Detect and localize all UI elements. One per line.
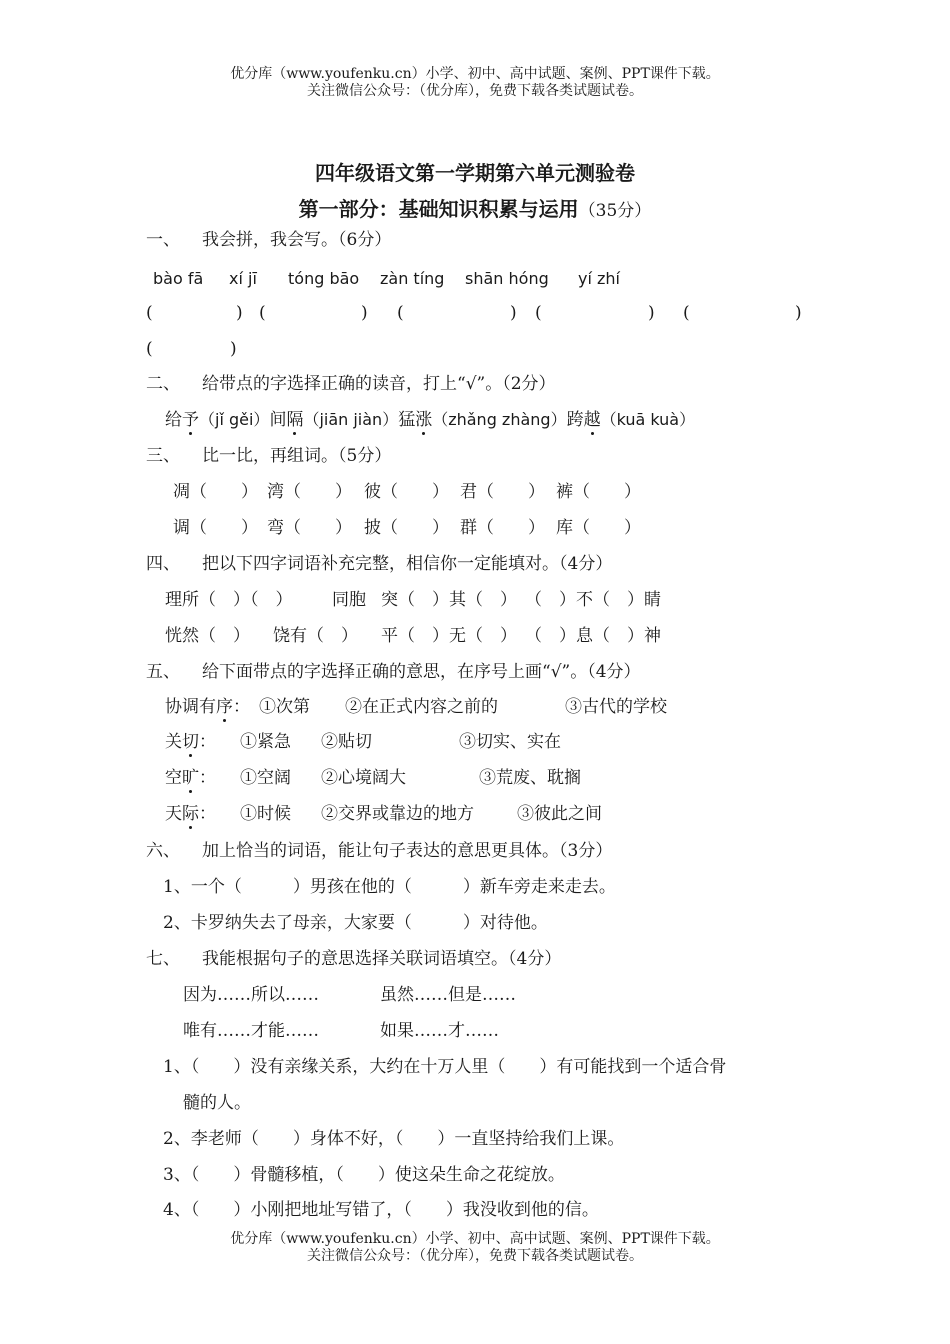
meaning-1-opt-3[interactable]: ③古代的学校 (565, 697, 667, 717)
char-row1-3: 彼（ ） (364, 482, 449, 502)
pronunciation-row (165, 409, 695, 431)
word-3-pinyin: （zhǎng zhàng） (432, 410, 567, 429)
blank-1-close: ) (236, 303, 243, 323)
question-3-heading (146, 445, 391, 467)
meaning-1-opt-1[interactable]: ①次第 (259, 697, 310, 717)
meaning-1-opt-2[interactable]: ②在正式内容之前的 (345, 697, 498, 717)
subtitle-main: 第一部分：基础知识积累与运用 (298, 197, 579, 221)
meaning-word-3: 空旷： (165, 768, 216, 788)
question-7-text: 我能根据句子的意思选择关联词语填空。（4分） (202, 949, 562, 969)
question-7-item-1: 1、（ ）没有亲缘关系，大约在十万人里（ ）有可能找到一个适合骨 (163, 1057, 727, 1077)
meaning-word-2: 关切： (165, 732, 216, 752)
word-1-dotted: 予 (182, 410, 199, 430)
question-7-heading (146, 948, 561, 970)
meaning-2-opt-2[interactable]: ②贴切 (321, 732, 372, 752)
blank-4-open: ( (535, 303, 542, 323)
blank-5-open: ( (683, 303, 690, 323)
question-6-item-2: 2、卡罗纳失去了母亲，大家要（ ）对待他。 (163, 913, 548, 933)
question-5-heading (146, 661, 641, 683)
blank-3-open: ( (397, 303, 404, 323)
pinyin-3: tóng bāo (288, 269, 360, 288)
word-2-pinyin: （jiān jiàn） (303, 410, 399, 429)
word-4-pinyin: （kuā kuà） (600, 410, 696, 429)
word-4-dotted: 越 (583, 410, 601, 430)
blank-6-open: ( (146, 339, 153, 359)
word-1-pre: 给 (165, 410, 182, 430)
page-title: 四年级语文第一学期第六单元测验卷 (315, 161, 635, 185)
connector-pair-3: 唯有……才能…… (183, 1021, 319, 1041)
question-2-number: 二、 (146, 374, 180, 394)
question-3-text: 比一比，再组词。（5分） (202, 446, 392, 466)
idiom-5: 恍然（ ） (165, 626, 250, 646)
question-1-text: 我会拼，我会写。（6分） (202, 230, 392, 250)
char-row2-2: 弯（ ） (267, 518, 352, 538)
question-1-number: 一、 (146, 230, 180, 250)
blank-2-open: ( (259, 303, 266, 323)
pinyin-6: yí zhí (578, 269, 620, 288)
meaning-3-opt-2[interactable]: ②心境阔大 (321, 768, 406, 788)
word-3-dotted: 涨 (415, 410, 433, 430)
char-row1-1: 凋（ ） (173, 482, 258, 502)
word-4-pre: 跨 (566, 410, 584, 430)
word-2-dotted: 隔 (286, 410, 304, 430)
meaning-4-opt-3[interactable]: ③彼此之间 (517, 804, 602, 824)
pinyin-4: zàn tíng (380, 269, 445, 288)
blank-4-close: ) (648, 303, 655, 323)
pinyin-2: xí jī (229, 269, 257, 288)
idiom-4: （ ）不（ ）睛 (525, 590, 661, 610)
section-subtitle (0, 193, 950, 222)
char-row1-2: 湾（ ） (267, 482, 352, 502)
word-3-pre: 猛 (398, 410, 416, 430)
char-row2-4: 群（ ） (460, 518, 545, 538)
char-row2-5: 库（ ） (556, 518, 641, 538)
meaning-4-opt-1[interactable]: ①时候 (240, 804, 291, 824)
char-row1-4: 君（ ） (460, 482, 545, 502)
blank-2-close: ) (361, 303, 368, 323)
subtitle-points: （35分） (578, 201, 652, 221)
footer-line-2: 关注微信公众号：（优分库），免费下载各类试题试卷。 (307, 1248, 643, 1264)
question-7-item-2: 2、李老师（ ）身体不好，（ ）一直坚持给我们上课。 (163, 1129, 625, 1149)
idiom-8: （ ）息（ ）神 (525, 626, 661, 646)
question-5-number: 五、 (146, 662, 180, 682)
question-2-heading (146, 373, 556, 395)
question-6-heading (146, 840, 612, 862)
meaning-3-opt-1[interactable]: ①空阔 (240, 768, 291, 788)
idiom-3: 突（ ）其（ ） (381, 590, 517, 610)
meaning-word-4: 天际： (165, 804, 216, 824)
blank-5-close: ) (795, 303, 802, 323)
page-header (0, 66, 950, 100)
question-6-item-1: 1、一个（ ）男孩在他的（ ）新车旁走来走去。 (163, 877, 616, 897)
blank-6-close: ) (230, 339, 237, 359)
question-7-item-1-cont: 髓的人。 (183, 1093, 251, 1113)
question-4-heading (146, 553, 612, 575)
pinyin-5: shān hóng (465, 269, 549, 288)
page-footer (0, 1231, 950, 1265)
idiom-1: 理所（ ）（ ） (165, 590, 293, 610)
idiom-2: 同胞 (332, 590, 366, 610)
idiom-6: 饶有（ ） (273, 626, 358, 646)
header-line-1: 优分库（www.youfenku.cn）小学、初中、高中试题、案例、PPT课件下载。 (230, 66, 720, 82)
blank-3-close: ) (510, 303, 517, 323)
pinyin-1: bào fā (153, 269, 204, 288)
question-3-number: 三、 (146, 446, 180, 466)
meaning-3-opt-3[interactable]: ③荒废、耽搁 (479, 768, 581, 788)
meaning-4-opt-2[interactable]: ②交界或靠边的地方 (321, 804, 474, 824)
char-row2-1: 调（ ） (173, 518, 258, 538)
question-6-number: 六、 (146, 841, 180, 861)
connector-pair-4: 如果……才…… (380, 1021, 499, 1041)
question-4-number: 四、 (146, 554, 180, 574)
question-2-text: 给带点的字选择正确的读音，打上“√”。（2分） (202, 374, 556, 394)
word-1-pinyin: （jǐ gěi） (199, 410, 270, 429)
connector-pair-2: 虽然……但是…… (380, 985, 516, 1005)
idiom-7: 平（ ）无（ ） (381, 626, 517, 646)
meaning-2-opt-1[interactable]: ①紧急 (240, 732, 291, 752)
question-7-item-3: 3、（ ）骨髓移植，（ ）使这朵生命之花绽放。 (163, 1165, 565, 1185)
header-line-2: 关注微信公众号：（优分库），免费下载各类试题试卷。 (307, 83, 643, 99)
question-7-item-4: 4、（ ）小刚把地址写错了，（ ）我没收到他的信。 (163, 1200, 599, 1220)
question-1-heading (146, 229, 391, 251)
question-7-number: 七、 (146, 949, 180, 969)
meaning-word-1: 协调有序： (165, 697, 250, 717)
blank-1-open: ( (146, 303, 153, 323)
char-row2-3: 披（ ） (364, 518, 449, 538)
question-6-text: 加上恰当的词语，能让句子表达的意思更具体。（3分） (202, 841, 613, 861)
char-row1-5: 裤（ ） (556, 482, 641, 502)
question-4-text: 把以下四字词语补充完整，相信你一定能填对。（4分） (202, 554, 613, 574)
question-5-text: 给下面带点的字选择正确的意思，在序号上画“√”。（4分） (202, 662, 641, 682)
word-2-pre: 间 (269, 410, 287, 430)
footer-line-1: 优分库（www.youfenku.cn）小学、初中、高中试题、案例、PPT课件下载。 (230, 1231, 720, 1247)
connector-pair-1: 因为……所以…… (183, 985, 319, 1005)
meaning-2-opt-3[interactable]: ③切实、实在 (459, 732, 561, 752)
